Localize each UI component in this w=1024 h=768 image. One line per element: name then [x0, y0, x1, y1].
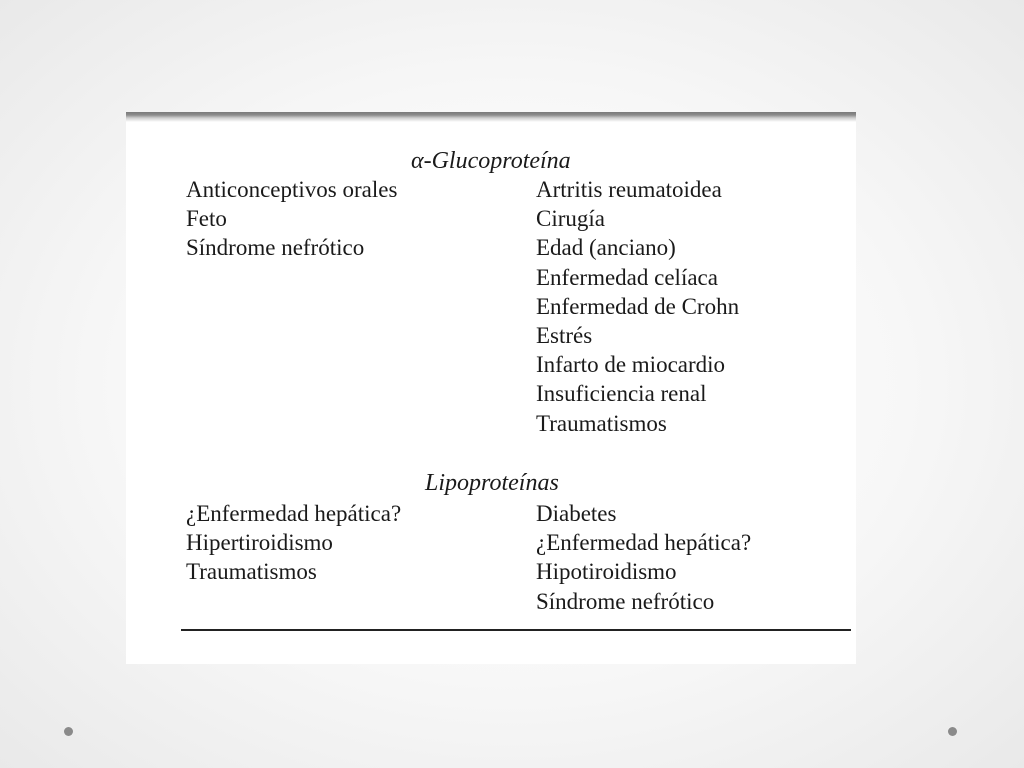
list-item: Estrés: [536, 323, 593, 349]
bottom-rule: [181, 629, 851, 631]
top-rule: [126, 112, 856, 122]
lipoproteinas-left-column: [186, 499, 401, 587]
list-item: Feto: [186, 206, 227, 232]
list-item: Síndrome nefrótico: [536, 588, 715, 614]
slide-decoration-dot-right: [948, 727, 957, 736]
list-item: Infarto de miocardio: [536, 352, 726, 378]
section-heading-lipoproteinas: Lipoproteínas: [425, 470, 559, 496]
list-item: ¿Enfermedad hepática?: [186, 501, 402, 526]
list-item: Traumatismos: [186, 559, 317, 585]
list-item: Edad (anciano): [536, 235, 676, 261]
list-item: Hipotiroidismo: [536, 559, 677, 585]
slide-decoration-dot-left: [64, 727, 73, 736]
lipoproteinas-right-column: [536, 499, 751, 616]
glucoproteina-right-column: [536, 175, 739, 438]
list-item: Diabetes: [536, 501, 617, 526]
glucoproteina-left-column: [186, 175, 397, 263]
list-item: ¿Enfermedad hepática?: [536, 530, 752, 556]
section-heading-glucoproteina: α-Glucoproteína: [411, 148, 571, 174]
list-item: Síndrome nefrótico: [186, 235, 365, 261]
table-figure: [126, 112, 856, 664]
list-item: Enfermedad celíaca: [536, 264, 718, 290]
list-item: Traumatismos: [536, 410, 667, 436]
list-item: Cirugía: [536, 206, 605, 232]
list-item: Insuficiencia renal: [536, 381, 707, 407]
list-item: Enfermedad de Crohn: [536, 293, 740, 319]
list-item: Hipertiroidismo: [186, 530, 333, 556]
list-item: Artritis reumatoidea: [536, 177, 722, 202]
list-item: Anticonceptivos orales: [186, 177, 398, 202]
